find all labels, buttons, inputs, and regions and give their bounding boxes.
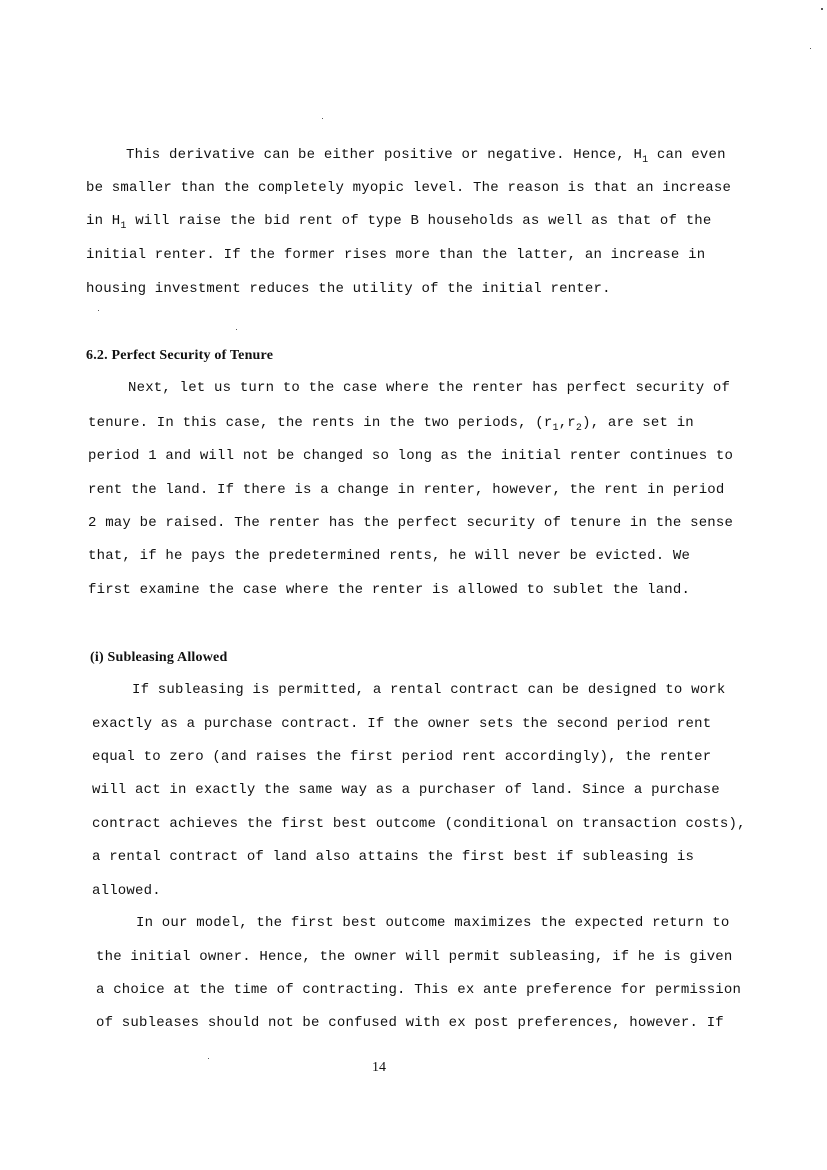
paragraph-2-line-1: Next, let us turn to the case where the renter has perfect security of xyxy=(128,380,731,396)
paragraph-4-line-3: a choice at the time of contracting. This ex ante preference for permission xyxy=(96,982,742,998)
scan-speck xyxy=(821,8,823,10)
paragraph-2-line-3: period 1 and will not be changed so long as the initial renter continues to xyxy=(88,448,734,464)
paragraph-3-line-1: If subleasing is permitted, a rental contract can be designed to work xyxy=(132,682,726,698)
scan-speck xyxy=(322,118,323,119)
paragraph-3-line-5: contract achieves the first best outcome (conditional on transaction costs), xyxy=(92,816,746,832)
paragraph-3-line-6: a rental contract of land also attains the first best if subleasing is xyxy=(92,849,695,865)
paragraph-1-line-5: housing investment reduces the utility of the initial renter. xyxy=(86,281,611,297)
paragraph-1-line-4: initial renter. If the former rises more than the latter, an increase in xyxy=(86,247,706,263)
scan-speck xyxy=(236,329,237,330)
scan-speck xyxy=(208,1058,209,1059)
subsection-heading: (i) Subleasing Allowed xyxy=(90,650,228,665)
paragraph-1-line-2: be smaller than the completely myopic level. The reason is that an increase xyxy=(86,180,732,196)
scan-speck xyxy=(810,48,811,49)
paragraph-1-line-3: in $H_1$ will raise the bid rent of type B households as well as that of the xyxy=(86,213,712,232)
paragraph-4-line-2: the initial owner. Hence, the owner will permit subleasing, if he is given xyxy=(96,949,733,965)
section-heading: 6.2. Perfect Security of Tenure xyxy=(86,348,274,363)
paragraph-3-line-7: allowed. xyxy=(92,883,161,899)
paragraph-2-line-7: first examine the case where the renter is allowed to sublet the land. xyxy=(88,582,691,598)
paragraph-1-line-1: This derivative can be either positive or negative. Hence, $H_1$ can even xyxy=(126,147,726,166)
paragraph-3-line-2: exactly as a purchase contract. If the owner sets the second period rent xyxy=(92,716,712,732)
paragraph-2-line-5: 2 may be raised. The renter has the perfect security of tenure in the sense xyxy=(88,515,734,531)
paragraph-4-line-4: of subleases should not be confused with ex post preferences, however. If xyxy=(96,1015,724,1031)
page-number: 14 xyxy=(372,1060,386,1075)
paragraph-3-line-4: will act in exactly the same way as a purchaser of land. Since a purchase xyxy=(92,782,720,798)
paragraph-2-line-6: that, if he pays the predetermined rents, he will never be evicted. We xyxy=(88,548,691,564)
paragraph-2-line-2: tenure. In this case, the rents in the two periods, $(r_1,r_2)$, are set in xyxy=(88,415,694,434)
paragraph-3-line-3: equal to zero (and raises the first period rent accordingly), the renter xyxy=(92,749,712,765)
scan-speck xyxy=(98,310,99,311)
paragraph-4-line-1: In our model, the first best outcome maximizes the expected return to xyxy=(136,915,730,931)
paragraph-2-line-4: rent the land. If there is a change in renter, however, the rent in period xyxy=(88,482,725,498)
